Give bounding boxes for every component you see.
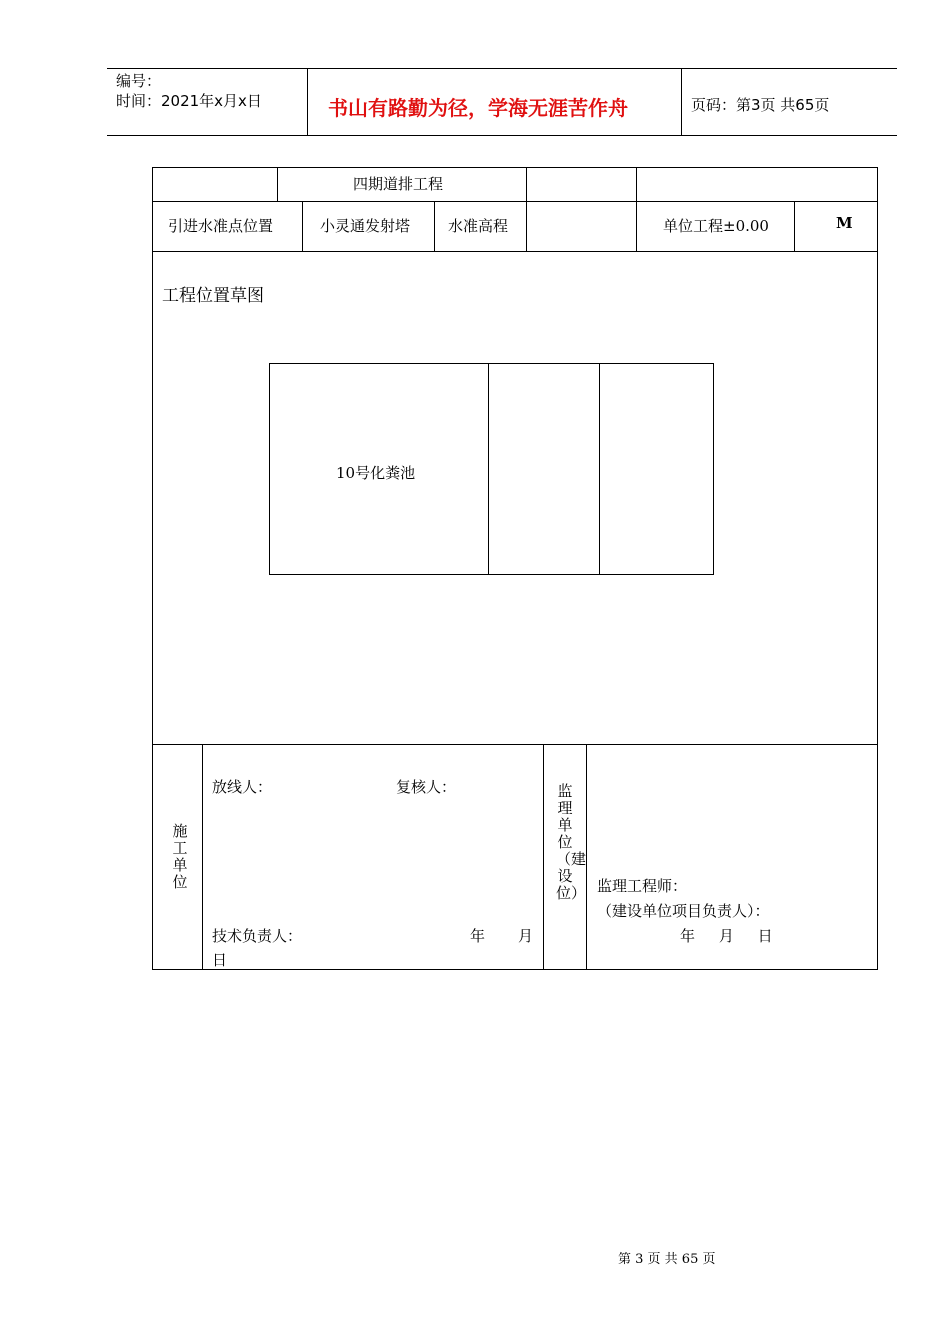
construction-unit-label: 施工单位	[172, 822, 188, 891]
supervision-unit-label: 监理单位（建设位）	[556, 782, 587, 902]
time-label: 时间：2021年x月x日	[116, 92, 262, 110]
septic-tank-label: 10号化粪池	[336, 464, 416, 482]
table-bottom-border	[152, 969, 878, 970]
benchmark-location-label: 引进水准点位置	[168, 217, 274, 235]
supervision-engineer-label: 监理工程师：	[597, 877, 688, 895]
elevation-label: 水准高程	[448, 217, 509, 235]
sketch-title: 工程位置草图	[162, 286, 264, 306]
footer-page-number: 第 3 页 共 65 页	[618, 1252, 716, 1267]
signature-divider-1	[202, 744, 203, 970]
table-left-border	[152, 167, 153, 970]
signature-divider-3	[586, 744, 587, 970]
header-motto: 书山有路勤为径，学海无涯苦作舟	[328, 96, 628, 120]
row1-divider-1	[277, 167, 278, 202]
row1-divider-3	[636, 167, 637, 202]
supervision-date-line: 年 月 日	[680, 927, 773, 945]
sketch-divider-2	[599, 364, 600, 575]
checker-label: 复核人：	[396, 778, 457, 796]
unit-zero-label: 单位工程±0.00	[663, 217, 769, 235]
unit-m: M	[836, 214, 853, 232]
sketch-bottom-border	[152, 744, 878, 745]
setter-label: 放线人：	[212, 778, 273, 796]
signature-divider-2	[543, 744, 544, 970]
row1-divider-2	[526, 167, 527, 202]
table-top-border	[152, 167, 878, 168]
serial-number-label: 编号：	[116, 72, 162, 90]
row2-divider-2	[434, 201, 435, 252]
page-number-label: 页码：第3页 共65页	[691, 96, 830, 114]
row2-divider-3	[526, 201, 527, 252]
date-month: 月	[518, 927, 534, 945]
row2-divider-4	[636, 201, 637, 252]
header-bottom-rule	[107, 135, 897, 136]
row1-bottom-border	[152, 201, 878, 202]
header-top-rule	[107, 68, 897, 69]
header-divider-2	[681, 68, 682, 136]
tech-lead-label: 技术负责人：	[212, 927, 303, 945]
header-divider-1	[307, 68, 308, 136]
project-name-cell: 四期道排工程	[353, 175, 444, 193]
row2-bottom-border	[152, 251, 878, 252]
row2-divider-5	[794, 201, 795, 252]
date-day: 日	[212, 951, 228, 969]
owner-representative-label: （建设单位项目负责人）：	[597, 902, 770, 920]
benchmark-location-value: 小灵通发射塔	[320, 217, 411, 235]
sketch-divider-1	[488, 364, 489, 575]
row2-divider-1	[302, 201, 303, 252]
table-right-border	[877, 167, 878, 970]
date-year: 年	[470, 927, 486, 945]
